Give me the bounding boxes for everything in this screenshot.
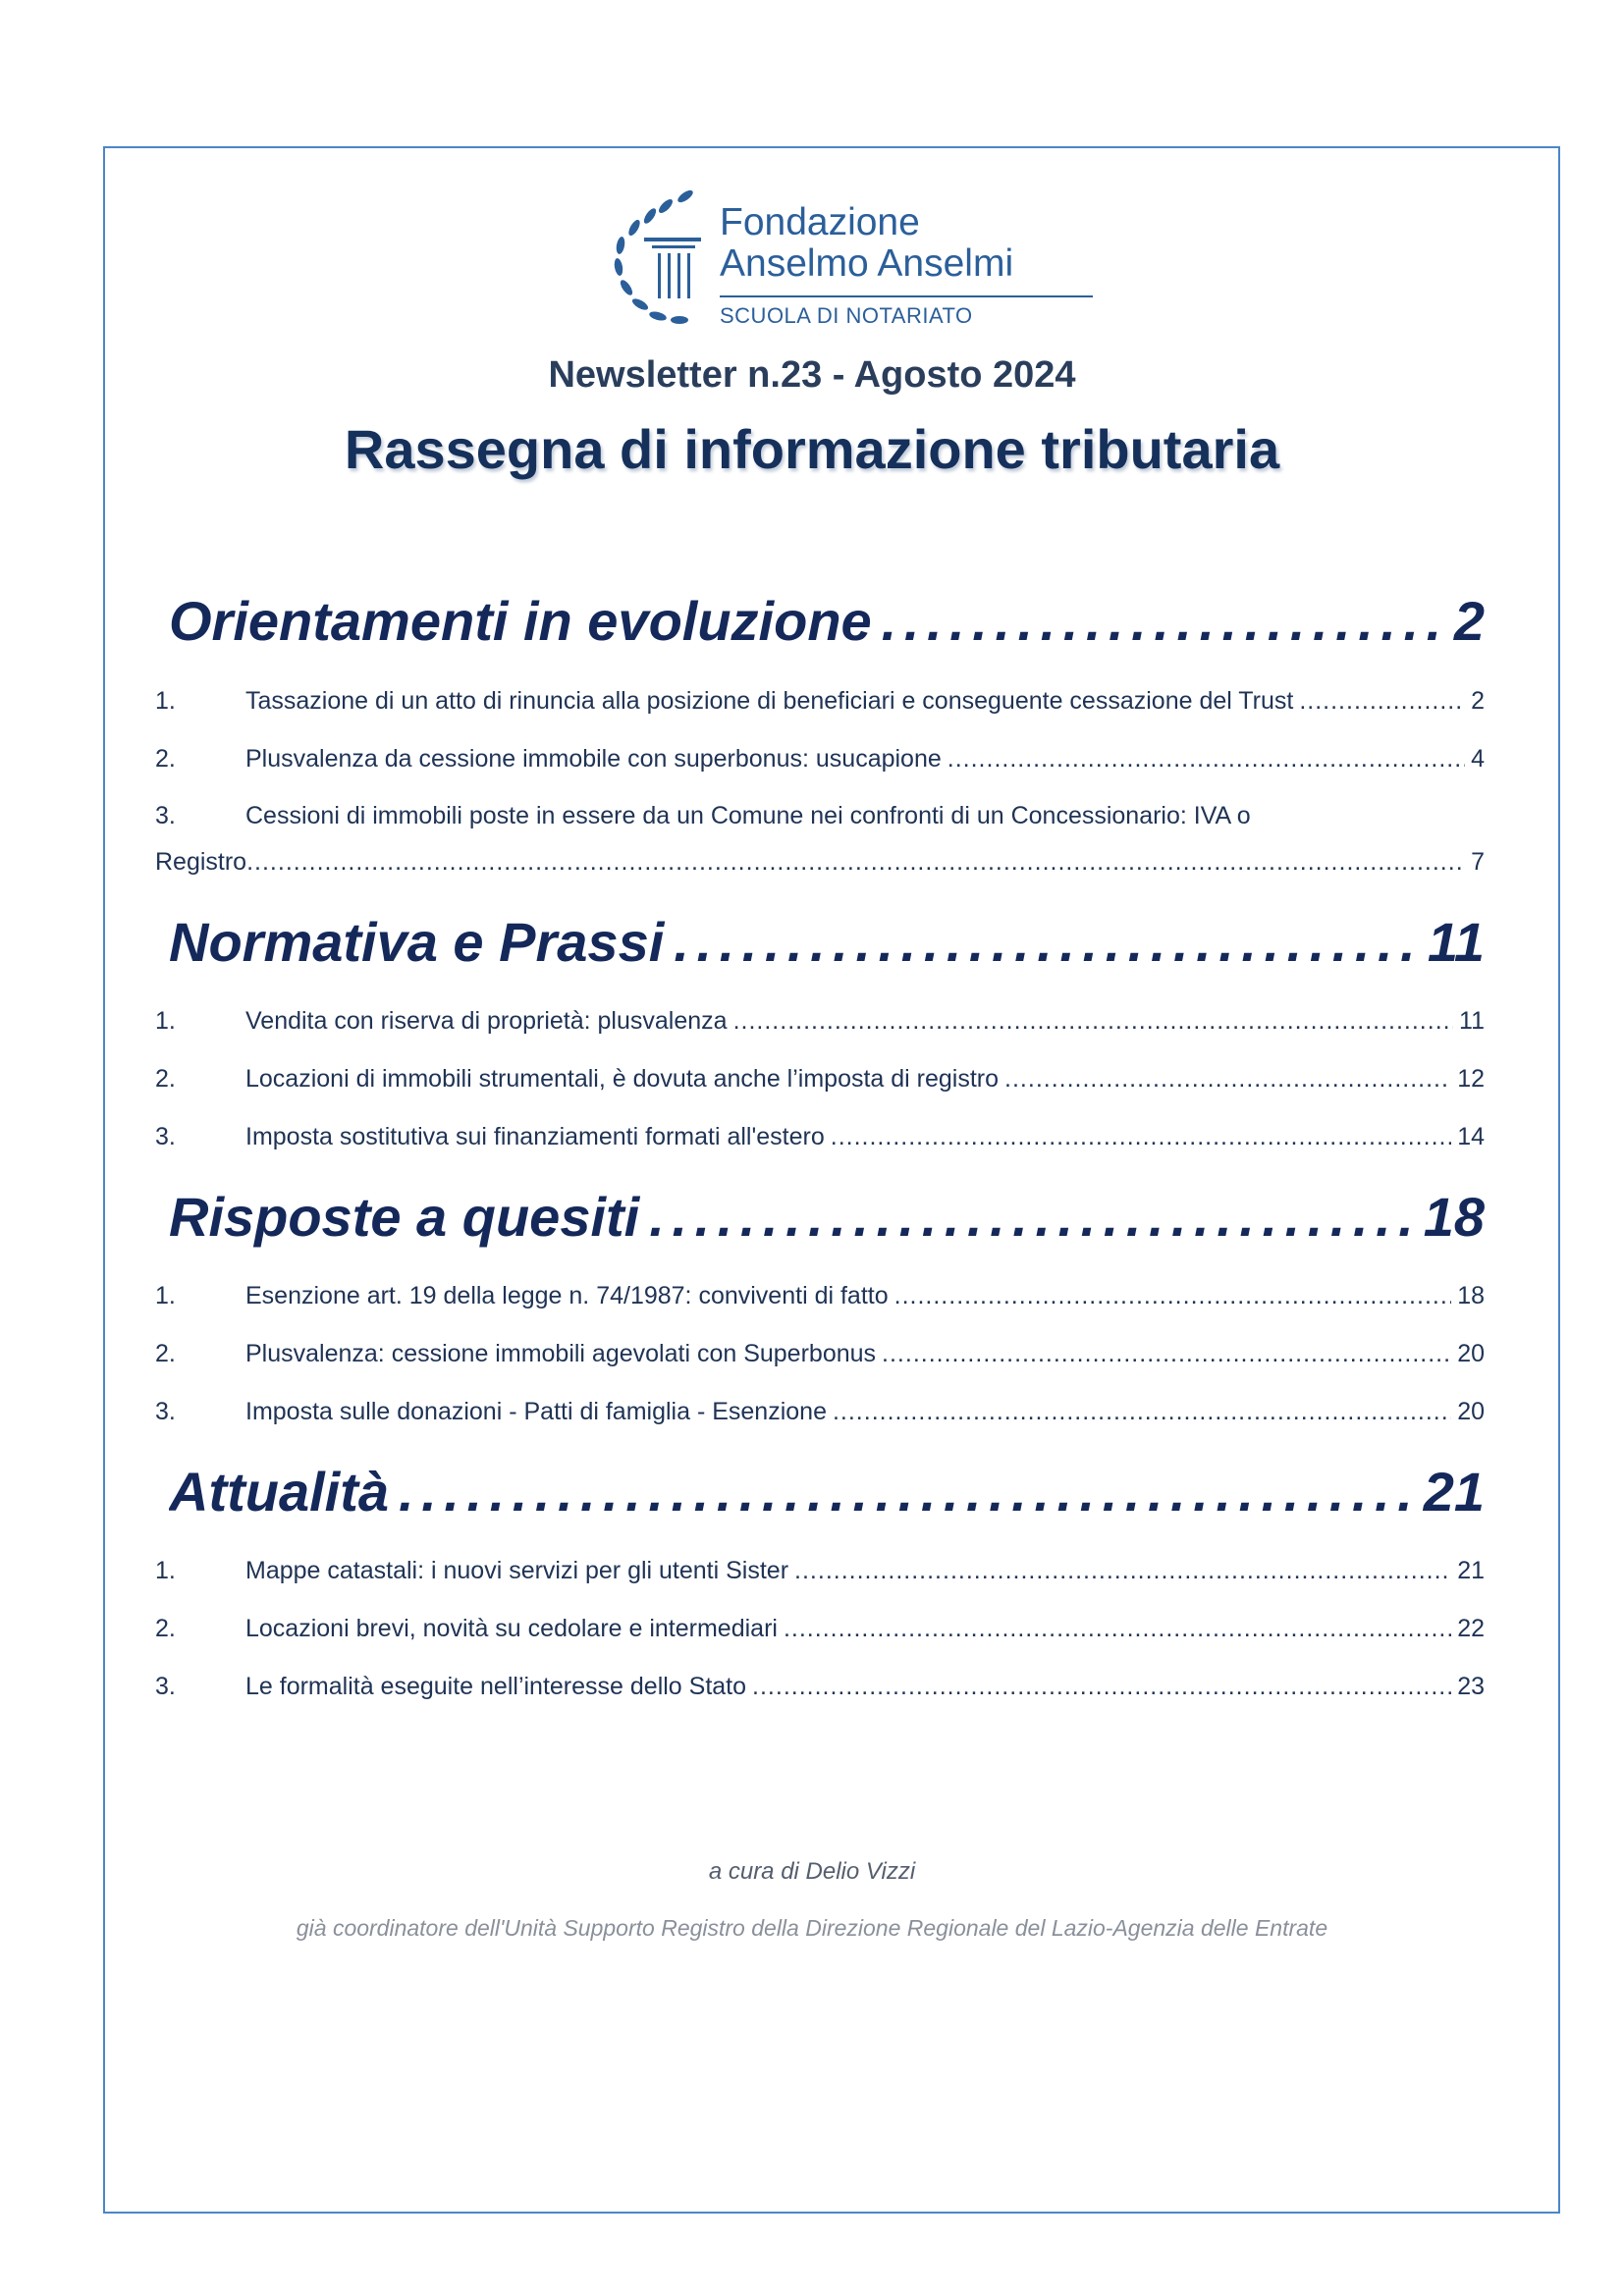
entry-page: 18 — [1457, 1282, 1485, 1309]
entry-number: 3. — [155, 1398, 176, 1425]
logo-divider — [720, 295, 1093, 297]
entry-page: 20 — [1457, 1398, 1485, 1425]
foundation-logo — [607, 187, 1098, 344]
dot-leader — [894, 1282, 1452, 1310]
dot-leader — [752, 1673, 1451, 1701]
section-title: Attualità — [169, 1461, 389, 1522]
toc-entry[interactable] — [155, 802, 1485, 830]
section-page: 21 — [1423, 1461, 1485, 1522]
toc-entry[interactable] — [155, 1065, 1485, 1098]
entry-title: Le formalità eseguite nell’interesse dello Stato — [245, 1673, 747, 1700]
section-title: Risposte a quesiti — [169, 1186, 640, 1248]
entry-number: 2. — [155, 745, 176, 773]
toc-entry[interactable] — [155, 745, 1485, 778]
entry-number: 2. — [155, 1065, 176, 1093]
section-page: 2 — [1453, 590, 1485, 652]
entry-number: 3. — [155, 1123, 176, 1150]
entry-number: 2. — [155, 1340, 176, 1367]
entry-page: 21 — [1457, 1557, 1485, 1584]
dot-leader — [399, 1460, 1414, 1523]
laurel-column-icon — [607, 187, 705, 344]
page-title: Rassegna di informazione tributaria — [344, 418, 1280, 480]
entry-title-continued: Registro — [155, 848, 247, 876]
entry-title: Locazioni brevi, novità su cedolare e intermediari — [245, 1615, 778, 1642]
entry-title: Vendita con riserva di proprietà: plusvalenza — [245, 1007, 728, 1035]
toc-section-heading[interactable] — [169, 1185, 1485, 1261]
author-role: già coordinatore dell'Unità Supporto Registro della Direzione Regionale del Lazio-Agenzia delle Entrate — [296, 1915, 1328, 1941]
entry-title: Locazioni di immobili strumentali, è dovuta anche l’imposta di registro — [245, 1065, 1000, 1093]
entry-title: Tassazione di un atto di rinuncia alla posizione di beneficiari e conseguente cessazione del Trust — [245, 687, 1294, 715]
entry-title: Plusvalenza: cessione immobili agevolati con Superbonus — [245, 1340, 877, 1367]
section-page: 11 — [1427, 911, 1485, 973]
dot-leader — [831, 1123, 1451, 1151]
dot-leader — [1299, 687, 1465, 716]
author-credit: a cura di Delio Vizzi — [708, 1858, 916, 1885]
toc-section-heading[interactable] — [169, 589, 1485, 666]
toc-entry[interactable] — [155, 1282, 1485, 1315]
section-title: Orientamenti in evoluzione — [169, 590, 872, 652]
dot-leader — [674, 910, 1418, 974]
dot-leader — [882, 1340, 1451, 1368]
dot-leader — [833, 1398, 1451, 1426]
entry-page: 14 — [1457, 1123, 1485, 1150]
toc-entry[interactable] — [155, 687, 1485, 721]
entry-page: 20 — [1457, 1340, 1485, 1367]
entry-page: 11 — [1459, 1007, 1485, 1035]
org-subtitle: SCUOLA DI NOTARIATO — [720, 303, 973, 328]
org-name-line2: Anselmo Anselmi — [720, 242, 1014, 285]
section-page: 18 — [1423, 1186, 1485, 1248]
entry-page: 7 — [1471, 848, 1485, 876]
dot-leader — [649, 1185, 1413, 1249]
entry-page: 23 — [1457, 1673, 1485, 1700]
entry-number: 3. — [155, 1673, 176, 1700]
toc-entry[interactable] — [155, 1557, 1485, 1590]
toc-entry[interactable] — [155, 1123, 1485, 1156]
entry-page: 4 — [1471, 745, 1485, 773]
dot-leader — [733, 1007, 1453, 1036]
toc-entry[interactable] — [155, 1615, 1485, 1648]
entry-title: Imposta sostitutiva sui finanziamenti formati all'estero — [245, 1123, 825, 1150]
toc-entry[interactable] — [155, 1007, 1485, 1041]
entry-number: 2. — [155, 1615, 176, 1642]
org-name-line1: Fondazione — [720, 201, 920, 243]
entry-page: 2 — [1471, 687, 1485, 715]
entry-title: Mappe catastali: i nuovi servizi per gli utenti Sister — [245, 1557, 789, 1584]
entry-number: 3. — [155, 802, 176, 829]
dot-leader — [794, 1557, 1451, 1585]
toc-entry[interactable] — [155, 1398, 1485, 1431]
toc-entry[interactable] — [155, 1340, 1485, 1373]
entry-number: 1. — [155, 1282, 176, 1309]
entry-title: Cessioni di immobili poste in essere da un Comune nei confronti di un Concessionario: IVA o — [245, 802, 1251, 829]
section-title: Normativa e Prassi — [169, 911, 665, 973]
entry-page: 22 — [1457, 1615, 1485, 1642]
dot-leader — [246, 848, 1465, 877]
dot-leader — [1004, 1065, 1451, 1094]
entry-number: 1. — [155, 1007, 176, 1035]
toc-section-heading[interactable] — [169, 910, 1485, 987]
entry-page: 12 — [1457, 1065, 1485, 1093]
entry-number: 1. — [155, 687, 176, 715]
entry-title: Imposta sulle donazioni - Patti di famiglia - Esenzione — [245, 1398, 827, 1425]
entry-title: Esenzione art. 19 della legge n. 74/1987: conviventi di fatto — [245, 1282, 889, 1309]
entry-title: Plusvalenza da cessione immobile con superbonus: usucapione — [245, 745, 942, 773]
dot-leader — [882, 589, 1444, 653]
toc-entry-continuation[interactable] — [155, 848, 1485, 881]
dot-leader — [947, 745, 1465, 774]
newsletter-issue: Newsletter n.23 - Agosto 2024 — [548, 354, 1076, 396]
dot-leader — [784, 1615, 1451, 1643]
toc-entry[interactable] — [155, 1673, 1485, 1706]
toc-section-heading[interactable] — [169, 1460, 1485, 1536]
entry-number: 1. — [155, 1557, 176, 1584]
